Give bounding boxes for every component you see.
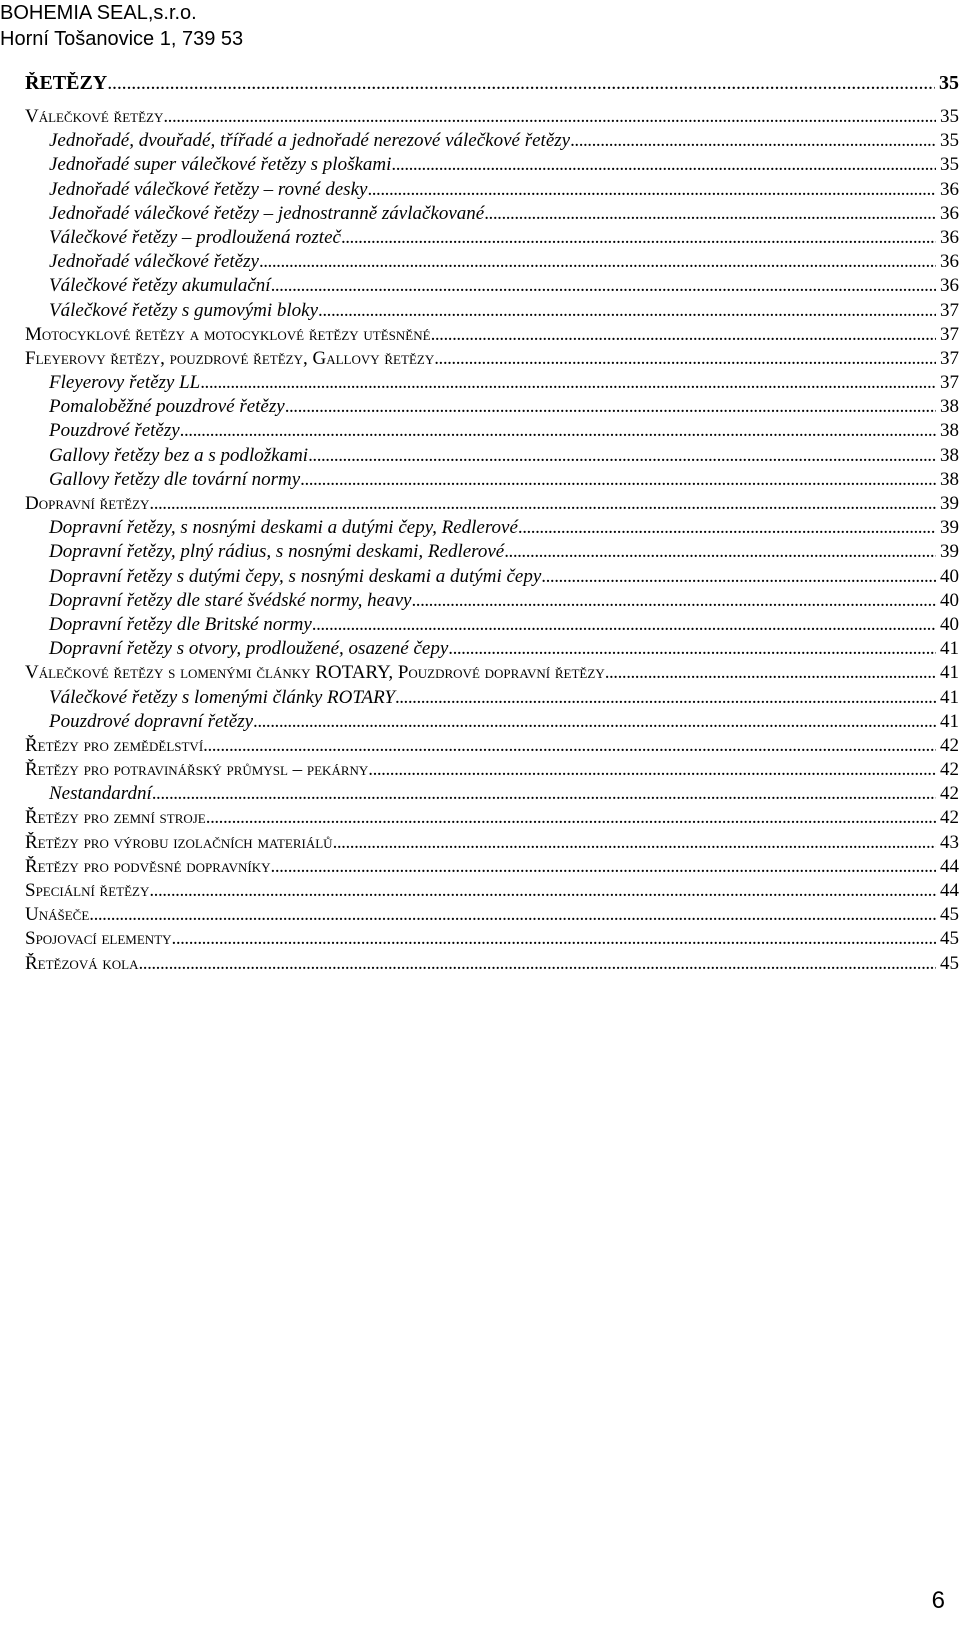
toc-leader-dots <box>570 130 936 152</box>
toc-entry-title: Spojovací elementy <box>25 928 172 950</box>
toc-entry-title: Válečkové řetězy <box>25 106 164 127</box>
toc-entry-title: Řetězy pro potravinářský průmysl – pekárny <box>25 759 369 781</box>
toc-entry[interactable] <box>25 420 959 444</box>
toc-entry-title: Dopravní řetězy s otvory, prodloužené, osazené čepy <box>49 638 449 660</box>
toc-entry-title: Fleyerovy řetězy LL <box>49 372 201 394</box>
toc-leader-dots <box>504 541 936 563</box>
toc-leader-dots <box>518 517 936 539</box>
toc-entry-page: 36 <box>940 226 959 248</box>
toc-leader-dots <box>431 324 936 346</box>
toc-leader-dots <box>163 106 936 128</box>
toc-leader-dots <box>149 493 936 515</box>
toc-entry-title: Řetězy pro podvěsné dopravníky <box>25 855 271 877</box>
toc-entry-page: 43 <box>940 831 959 853</box>
toc-entry[interactable] <box>25 541 959 565</box>
toc-leader-dots <box>367 179 936 201</box>
toc-entry[interactable] <box>25 566 959 590</box>
toc-entry-page: 42 <box>940 734 959 756</box>
toc-entry[interactable] <box>25 348 959 372</box>
toc-entry[interactable] <box>25 880 959 904</box>
table-of-contents <box>25 72 959 977</box>
toc-entry-title: Jednořadé válečkové řetězy – jednostranně závlačkované <box>49 202 485 224</box>
toc-leader-dots <box>300 469 936 491</box>
toc-entry[interactable] <box>25 372 959 396</box>
toc-entry-page: 37 <box>940 372 959 394</box>
toc-entry-page: 39 <box>940 517 959 539</box>
toc-entry-page: 38 <box>940 420 959 442</box>
toc-entry-title: Fleyerovy řetězy, pouzdrové řetězy, Gallovy řetězy <box>25 347 435 369</box>
toc-entry-title: Dopravní řetězy dle Britské normy <box>49 613 312 635</box>
toc-entry-page: 37 <box>940 299 959 321</box>
toc-leader-dots <box>368 759 936 781</box>
toc-entry-page: 36 <box>940 275 959 297</box>
toc-entry-page: 40 <box>940 589 959 611</box>
toc-leader-dots <box>484 203 936 225</box>
toc-leader-dots <box>312 614 936 636</box>
toc-leader-dots <box>259 251 936 273</box>
toc-entry-page: 35 <box>940 154 959 176</box>
toc-entry-title: Pouzdrové řetězy <box>49 420 180 442</box>
toc-entry[interactable] <box>25 711 959 735</box>
toc-leader-dots <box>271 275 936 297</box>
toc-leader-dots <box>605 662 936 684</box>
toc-entry-title: Speciální řetězy <box>25 880 150 901</box>
toc-entry-title: Řetězy pro zemědělství <box>25 734 204 756</box>
toc-entry[interactable] <box>25 469 959 493</box>
toc-entry-title: Jednořadé válečkové řetězy – rovné desky <box>49 178 368 200</box>
toc-entry-page: 38 <box>940 396 959 418</box>
toc-entry-title: Válečkové řetězy akumulační <box>49 275 271 297</box>
toc-entry-page: 39 <box>940 541 959 563</box>
toc-entry[interactable] <box>25 72 959 106</box>
toc-entry-page: 41 <box>940 662 959 684</box>
toc-leader-dots <box>206 807 936 829</box>
toc-entry[interactable] <box>25 662 959 686</box>
toc-entry-title: ŘETĚZY <box>25 72 108 94</box>
toc-leader-dots <box>448 638 936 660</box>
toc-leader-dots <box>172 928 936 950</box>
toc-entry-title: Jednořadé, dvouřadé, třířadé a jednořadé nerezové válečkové řetězy <box>49 130 571 152</box>
toc-entry-page: 40 <box>940 565 959 587</box>
toc-entry-page: 38 <box>940 468 959 490</box>
toc-entry-page: 35 <box>940 130 959 152</box>
toc-leader-dots <box>89 904 936 926</box>
toc-entry[interactable] <box>25 324 959 348</box>
toc-entry[interactable] <box>25 179 959 203</box>
toc-leader-dots <box>107 72 935 95</box>
toc-entry-page: 38 <box>940 444 959 466</box>
toc-leader-dots <box>152 783 936 805</box>
toc-leader-dots <box>200 372 936 394</box>
toc-entry-title: Motocyklové řetězy a motocyklové řetězy utěsněné <box>25 323 431 345</box>
toc-entry-page: 39 <box>940 493 959 514</box>
toc-entry[interactable] <box>25 203 959 227</box>
toc-entry-title: Válečkové řetězy – prodloužená rozteč <box>49 226 341 248</box>
toc-entry-title: Řetězy pro výrobu izolačních materiálů <box>25 831 333 853</box>
toc-entry-page: 44 <box>940 855 959 877</box>
toc-entry-page: 42 <box>940 783 959 805</box>
toc-entry[interactable] <box>25 493 959 517</box>
toc-entry-page: 45 <box>940 904 959 926</box>
toc-entry-title: Pouzdrové dopravní řetězy <box>49 710 254 732</box>
toc-entry-title: Jednořadé super válečkové řetězy s ploškami <box>49 154 392 176</box>
toc-entry[interactable] <box>25 275 959 299</box>
toc-entry-title: Řetězy pro zemní stroje <box>25 807 206 829</box>
toc-entry-title: Pomaloběžné pouzdrové řetězy <box>49 396 285 418</box>
toc-entry[interactable] <box>25 517 959 541</box>
toc-entry-title: Dopravní řetězy <box>25 493 150 514</box>
toc-leader-dots <box>341 227 936 249</box>
toc-entry[interactable] <box>25 807 959 831</box>
toc-entry[interactable] <box>25 106 959 130</box>
toc-entry-page: 41 <box>940 710 959 732</box>
toc-entry-page: 36 <box>940 251 959 273</box>
toc-entry[interactable] <box>25 759 959 783</box>
toc-entry-page: 44 <box>940 880 959 901</box>
toc-entry-title: Jednořadé válečkové řetězy <box>49 251 259 273</box>
toc-entry[interactable] <box>25 614 959 638</box>
toc-leader-dots <box>434 348 936 370</box>
toc-entry-page: 42 <box>940 807 959 829</box>
toc-entry[interactable] <box>25 953 959 977</box>
page-number: 6 <box>931 1587 945 1614</box>
toc-entry[interactable] <box>25 154 959 178</box>
toc-leader-dots <box>253 711 936 733</box>
toc-entry-title: Válečkové řetězy s lomenými články ROTARY <box>49 686 395 708</box>
toc-leader-dots <box>541 566 936 588</box>
toc-entry[interactable] <box>25 735 959 759</box>
toc-leader-dots <box>271 856 936 878</box>
toc-entry-title: Gallovy řetězy bez a s podložkami <box>49 444 309 466</box>
toc-leader-dots <box>411 590 936 612</box>
toc-entry[interactable] <box>25 227 959 251</box>
toc-entry-title: Nestandardní <box>49 783 152 805</box>
toc-entry-page: 41 <box>940 686 959 708</box>
toc-entry[interactable] <box>25 687 959 711</box>
toc-entry[interactable] <box>25 130 959 154</box>
toc-leader-dots <box>285 396 936 418</box>
toc-entry-page: 35 <box>940 106 959 127</box>
toc-entry-page: 45 <box>940 952 959 974</box>
toc-entry-title: Dopravní řetězy, plný rádius, s nosnými deskami, Redlerové <box>49 541 505 563</box>
toc-leader-dots <box>318 300 936 322</box>
toc-entry-page: 35 <box>939 72 959 94</box>
toc-entry-title: Válečkové řetězy s gumovými bloky <box>49 299 319 321</box>
toc-entry[interactable] <box>25 300 959 324</box>
toc-entry[interactable] <box>25 638 959 662</box>
toc-entry[interactable] <box>25 590 959 614</box>
toc-entry[interactable] <box>25 251 959 275</box>
toc-entry-page: 45 <box>940 928 959 950</box>
toc-entry[interactable] <box>25 832 959 856</box>
toc-entry[interactable] <box>25 783 959 807</box>
toc-entry-page: 41 <box>940 638 959 660</box>
toc-entry-title: Unášeče <box>25 904 90 926</box>
toc-entry[interactable] <box>25 396 959 420</box>
toc-leader-dots <box>203 735 936 757</box>
toc-leader-dots <box>308 445 936 467</box>
toc-entry-title: Dopravní řetězy dle staré švédské normy, heavy <box>49 589 412 611</box>
toc-entry-page: 36 <box>940 202 959 224</box>
company-name: BOHEMIA SEAL,s.r.o. <box>0 2 197 24</box>
toc-entry[interactable] <box>25 445 959 469</box>
toc-leader-dots <box>180 420 936 442</box>
toc-entry-title: Válečkové řetězy s lomenými články ROTARY, Pouzdrové dopravní řetězy <box>25 662 605 684</box>
toc-leader-dots <box>395 687 936 709</box>
toc-entry[interactable] <box>25 928 959 952</box>
toc-entry[interactable] <box>25 856 959 880</box>
toc-leader-dots <box>333 832 936 854</box>
toc-entry[interactable] <box>25 904 959 928</box>
toc-entry-page: 37 <box>940 323 959 345</box>
toc-entry-page: 37 <box>940 347 959 369</box>
toc-entry-title: Řetězová kola <box>25 952 139 974</box>
company-address: Horní Tošanovice 1, 739 53 <box>0 28 244 50</box>
toc-entry-title: Dopravní řetězy s dutými čepy, s nosnými deskami a dutými čepy <box>49 565 542 587</box>
toc-entry-title: Gallovy řetězy dle tovární normy <box>49 468 301 490</box>
toc-entry-page: 36 <box>940 178 959 200</box>
toc-entry-title: Dopravní řetězy, s nosnými deskami a dutými čepy, Redlerové <box>49 517 518 539</box>
letterhead <box>0 0 243 52</box>
toc-leader-dots <box>149 880 936 902</box>
toc-leader-dots <box>391 154 936 176</box>
toc-entry-page: 40 <box>940 613 959 635</box>
toc-leader-dots <box>138 953 936 975</box>
toc-entry-page: 42 <box>940 759 959 781</box>
